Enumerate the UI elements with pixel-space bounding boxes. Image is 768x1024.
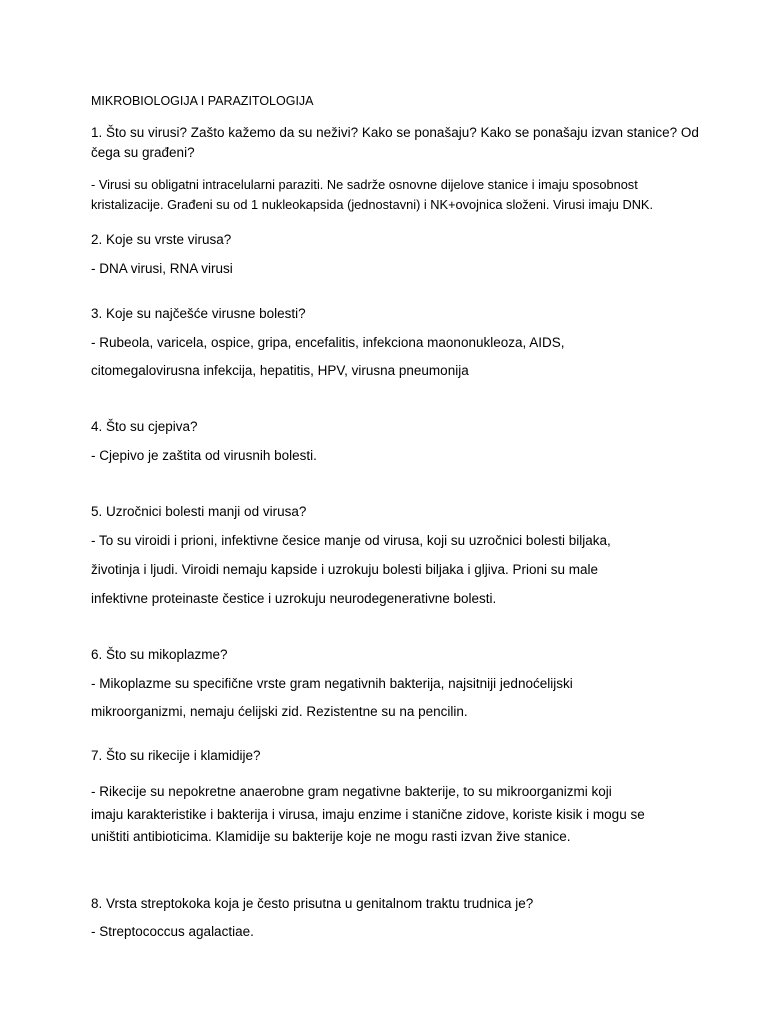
answer-3-line-1: - Rubeola, varicela, ospice, gripa, encefalitis, infekciona maononukleoza, AIDS, — [91, 335, 565, 350]
answer-7-line-3: uništiti antibioticima. Klamidije su bakterije koje ne mogu rasti izvan žive stanice. — [91, 829, 571, 844]
answer-5-line-2: životinja i ljudi. Viroidi nemaju kapside i uzrokuju bolesti biljaka i gljiva. Prioni su male — [91, 562, 598, 577]
answer-2: - DNA virusi, RNA virusi — [91, 261, 233, 276]
answer-5-line-1: - To su viroidi i prioni, infektivne česice manje od virusa, koji su uzročnici bolesti biljaka, — [91, 533, 611, 548]
document-title: MIKROBIOLOGIJA I PARAZITOLOGIJA — [91, 94, 314, 108]
answer-1-line-1: - Virusi su obligatni intracelularni paraziti. Ne sadrže osnovne dijelove stanice i imaju sposobnost — [91, 177, 638, 192]
answer-5-line-3: infektivne proteinaste čestice i uzrokuju neurodegenerativne bolesti. — [91, 591, 497, 606]
question-4: 4. Što su cjepiva? — [91, 419, 198, 434]
question-1-line-2: čega su građeni? — [91, 145, 195, 160]
question-6: 6. Što su mikoplazme? — [91, 647, 228, 662]
answer-7-line-1: - Rikecije su nepokretne anaerobne gram negativne bakterije, to su mikroorganizmi koji — [91, 784, 612, 799]
question-5: 5. Uzročnici bolesti manji od virusa? — [91, 504, 307, 519]
answer-6-line-1: - Mikoplazme su specifične vrste gram negativnih bakterija, najsitniji jednoćelijski — [91, 676, 573, 691]
answer-8: - Streptococcus agalactiae. — [91, 924, 254, 939]
question-3: 3. Koje su najčešće virusne bolesti? — [91, 306, 306, 321]
answer-6-line-2: mikroorganizmi, nemaju ćelijski zid. Rezistentne su na pencilin. — [91, 704, 468, 719]
answer-7-line-2: imaju karakteristike i bakterija i virusa, imaju enzime i stanične zidove, koriste kisik i mogu se — [91, 807, 645, 822]
answer-1-line-2: kristalizacije. Građeni su od 1 nukleokapsida (jednostavni) i NK+ovojnica složeni. Virusi imaju DNK. — [91, 197, 654, 212]
question-2: 2. Koje su vrste virusa? — [91, 232, 232, 247]
question-1-line-1: 1. Što su virusi? Zašto kažemo da su neživi? Kako se ponašaju? Kako se ponašaju izvan stanice? Od — [91, 125, 699, 140]
question-7: 7. Što su rikecije i klamidije? — [91, 748, 261, 763]
answer-3-line-2: citomegalovirusna infekcija, hepatitis, HPV, virusna pneumonija — [91, 363, 469, 378]
answer-4: - Cjepivo je zaštita od virusnih bolesti. — [91, 448, 317, 463]
question-8: 8. Vrsta streptokoka koja je često prisutna u genitalnom traktu trudnica je? — [91, 896, 534, 911]
